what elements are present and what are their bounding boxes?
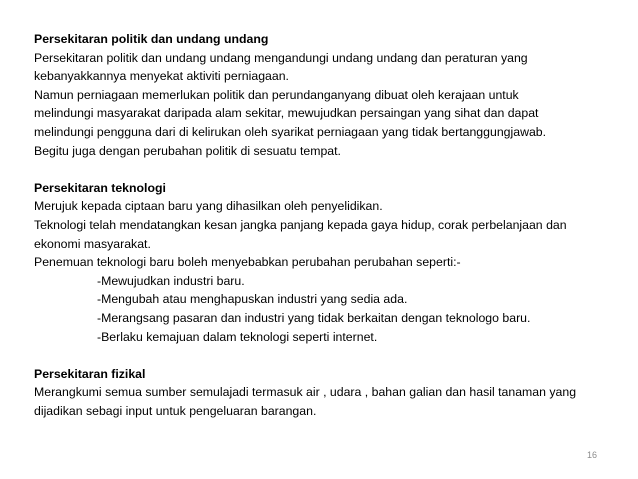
section-heading-politik: Persekitaran politik dan undang undang <box>34 32 269 46</box>
teknologi-paragraph-line: Penemuan teknologi baru boleh menyebabkan perubahan perubahan seperti:- <box>34 255 461 270</box>
teknologi-bullet-item: -Berlaku kemajuan dalam teknologi seperti internet. <box>97 329 378 344</box>
politik-paragraph-line: melindungi pengguna dari di kelirukan oleh syarikat perniagaan yang tidak bertanggungjawab. <box>34 124 547 139</box>
fizikal-paragraph-line: Merangkumi semua sumber semulajadi termasuk air , udara , bahan galian dan hasil tanaman yang <box>34 385 577 400</box>
teknologi-bullet-item: -Merangsang pasaran dan industri yang tidak berkaitan dengan teknologo baru. <box>97 310 531 325</box>
fizikal-paragraph-line: dijadikan sebagi input untuk pengeluaran barangan. <box>34 403 317 418</box>
teknologi-bullet-item: -Mengubah atau menghapuskan industri yang sedia ada. <box>97 292 408 307</box>
section-heading-fizikal: Persekitaran fizikal <box>34 366 146 381</box>
teknologi-paragraph-line: Merujuk kepada ciptaan baru yang dihasilkan oleh penyelidikan. <box>34 199 383 214</box>
teknologi-bullet-item: -Mewujudkan industri baru. <box>97 273 245 288</box>
politik-paragraph-line: Begitu juga dengan perubahan politik di sesuatu tempat. <box>34 143 341 158</box>
teknologi-paragraph-line: ekonomi masyarakat. <box>34 236 151 251</box>
section-spacer <box>34 160 614 179</box>
politik-paragraph-line: melindungi masyarakat daripada alam sekitar, mewujudkan persaingan yang sihat dan dapat <box>34 106 539 121</box>
teknologi-paragraph-line: Teknologi telah mendatangkan kesan jangka panjang kepada gaya hidup, corak perbelanjaan dan <box>34 217 567 232</box>
politik-paragraph-line: Namun perniagaan memerlukan politik dan perundanganyang dibuat oleh kerajaan untuk <box>34 87 519 102</box>
section-spacer <box>34 346 614 365</box>
politik-paragraph-line: Persekitaran politik dan undang undang mengandungi undang undang dan peraturan yang <box>34 50 528 65</box>
page-number: 16 <box>587 450 598 460</box>
section-heading-teknologi: Persekitaran teknologi <box>34 180 166 195</box>
slide-content <box>34 30 614 420</box>
politik-paragraph-line: kebanyakkannya menyekat aktiviti perniagaan. <box>34 69 289 84</box>
